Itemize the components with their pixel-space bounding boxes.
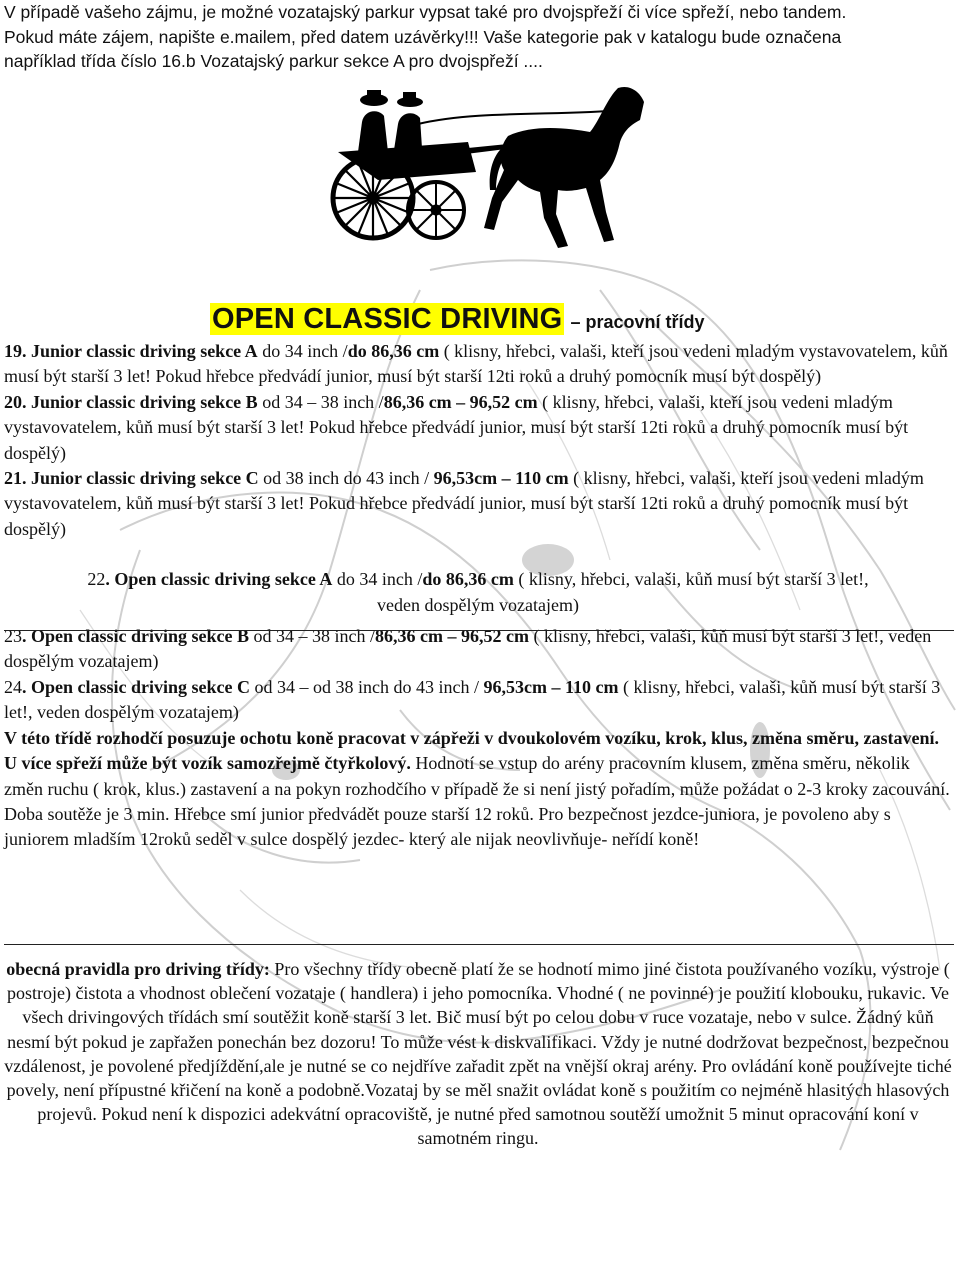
class-23 xyxy=(4,624,952,675)
class-list xyxy=(4,339,952,853)
class-22-range-inch: do 34 inch / xyxy=(332,569,423,590)
heading-subtitle: – pracovní třídy xyxy=(570,312,705,332)
class-21-name: 21. Junior classic driving sekce C xyxy=(4,468,259,489)
class-23-details: ( klisny, hřebci, valaši, kůň musí být starší 3 let!, veden dospělým vozatajem) xyxy=(4,626,932,672)
class-20 xyxy=(4,390,952,466)
class-22-details-line2: veden dospělým vozatajem) xyxy=(377,594,579,615)
intro-line-3: například třída číslo 16.b Vozatajský parkur sekce A pro dvojspřeží .... xyxy=(4,51,543,71)
general-rules-text: Pro všechny třídy obecně platí že se hodnotí mimo jiné čistota používaného vozíku, výstroje ( postroje) čistota a vhodnost oblečení vozataje ( handlera) i jeho pomocníka. Vhodné ( ne povinné) je použití klobouku, rukavic. Ve všech drivingových třídách smí soutěžit koně starší 3 let. Bič musí být po celou dobu v ruce vozataje, nebo v sulce. Žádný kůň nesmí být pokud je zapřažen ponechán bez dozoru! To může vést k diskvalifikaci. Vždy je nutné dodržovat bezpečnost, bezpečnou vzdálenost, je povolené předjíždění,ale je nutné se co nejdříve zařadit zpět na vnější okraj arény. Pro ovládání koně používejte tiché povely, není přípustné křičení na koně a podobně.Vozataj by se měl snažit ovládat koně s použitím co nejméně hlasitých hlasových projevů. Pokud není k dispozici adekvátní opracoviště, je nutné před samotnou soutěží umožnit 5 minut opracování koní v samotném ringu. xyxy=(4,959,952,1149)
general-rules xyxy=(4,957,952,1151)
spacer xyxy=(4,542,952,567)
class-20-range-cm: 86,36 cm – 96,52 cm xyxy=(383,391,538,412)
section-heading xyxy=(210,302,704,336)
intro-line-2: Pokud máte zájem, napište e.mailem, před datem uzávěrky!!! Vaše kategorie pak v katalogu bude označena xyxy=(4,26,842,47)
class-24-name: . Open classic driving sekce C xyxy=(22,676,250,697)
horse-carriage-silhouette-icon xyxy=(318,80,646,258)
class-19-details: ( klisny, hřebci, valaši, kteří jsou vedeni mladým vystavovatelem, kůň musí být starší 3 let! Pokud hřebce předvádí junior, musí být starší 12ti roků a druhý pomocník musí být dospělý) xyxy=(4,341,948,387)
class-23-range-inch: od 34 – 38 inch / xyxy=(249,626,376,647)
class-22-name: . Open classic driving sekce A xyxy=(105,569,333,590)
heading-title: OPEN CLASSIC DRIVING xyxy=(212,303,563,335)
class-21-range-inch: od 38 inch do 43 inch / xyxy=(258,468,434,489)
class-20-details: ( klisny, hřebci, valaši, kteří jsou vedeni mladým vystavovatelem, kůň musí být starší 3 let! Pokud hřebce předvádí junior, musí být starší 12ti roků a druhý pomocník musí být dospělý) xyxy=(4,391,909,463)
class-21-details: ( klisny, hřebci, valaši, kteří jsou vedeni mladým vystavovatelem, kůň musí být starší 3 let! Pokud hřebce předvádí junior, musí být starší 12ti roků a druhý pomocník musí být dospělý) xyxy=(4,468,924,539)
class-21-range-cm: 96,53cm – 110 cm xyxy=(433,468,569,489)
class-19-name: 19. Junior classic driving sekce A xyxy=(4,341,258,361)
class-23-number: 23 xyxy=(4,626,22,647)
divider-line xyxy=(4,944,954,945)
class-19-range-inch: do 34 inch / xyxy=(257,341,348,361)
judging-criteria-bold: V této třídě rozhodčí posuzuje ochotu koně pracovat v zápřeži v dvoukolovém vozíku, krok, klus, změna směru, zastavení. U více spřeží může být vozík samozřejmě čtyřkolový. xyxy=(4,727,939,774)
class-20-name: 20. Junior classic driving sekce B xyxy=(4,391,258,412)
class-24 xyxy=(4,675,952,726)
class-22 xyxy=(4,567,952,618)
intro-line-1: V případě vašeho zájmu, je možné vozatajský parkur vypsat také pro dvojspřeží či více spřeží, nebo tandem. xyxy=(4,2,847,22)
class-22-number: 22 xyxy=(87,569,106,590)
class-19-range-cm: do 86,36 cm xyxy=(347,341,440,361)
class-24-range-cm: 96,53cm – 110 cm xyxy=(483,676,619,697)
class-24-number: 24 xyxy=(4,676,22,697)
class-22-range-cm: do 86,36 cm xyxy=(422,569,514,590)
class-20-range-inch: od 34 – 38 inch / xyxy=(257,391,384,412)
intro-paragraph xyxy=(4,0,954,74)
class-24-details: ( klisny, hřebci, valaši, kůň musí být starší 3 let!, veden dospělým vozatajem) xyxy=(4,676,941,723)
class-19 xyxy=(4,339,952,390)
judging-criteria xyxy=(4,726,952,853)
class-23-range-cm: 86,36 cm – 96,52 cm xyxy=(375,626,529,647)
divider-line xyxy=(4,630,954,631)
class-23-name: . Open classic driving sekce B xyxy=(22,626,250,647)
class-22-details: ( klisny, hřebci, valaši, kůň musí být starší 3 let!, xyxy=(513,569,869,590)
judging-criteria-text: Hodnotí se vstup do arény pracovním klusem, změna směru, několik změn ruchu ( krok, klus.) zastavení a na pokyn rozhodčího v případě že si není jistý pořadím, může požádat o 2-3 kroky zacouvání. Doba soutěže je 3 min. Hřebce smí junior předvádět pouze starší 12 roků. Pro bezpečnost jezdce-juniora, je povoleno aby s juniorem mladším 12roků seděl v sulce dospělý jezdec- který ale nijak neovlivňuje- neřídí koně! xyxy=(4,753,950,850)
class-21 xyxy=(4,466,952,542)
class-24-range-inch: od 34 – od 38 inch do 43 inch / xyxy=(250,676,484,697)
general-rules-label: obecná pravidla pro driving třídy: xyxy=(6,959,270,979)
